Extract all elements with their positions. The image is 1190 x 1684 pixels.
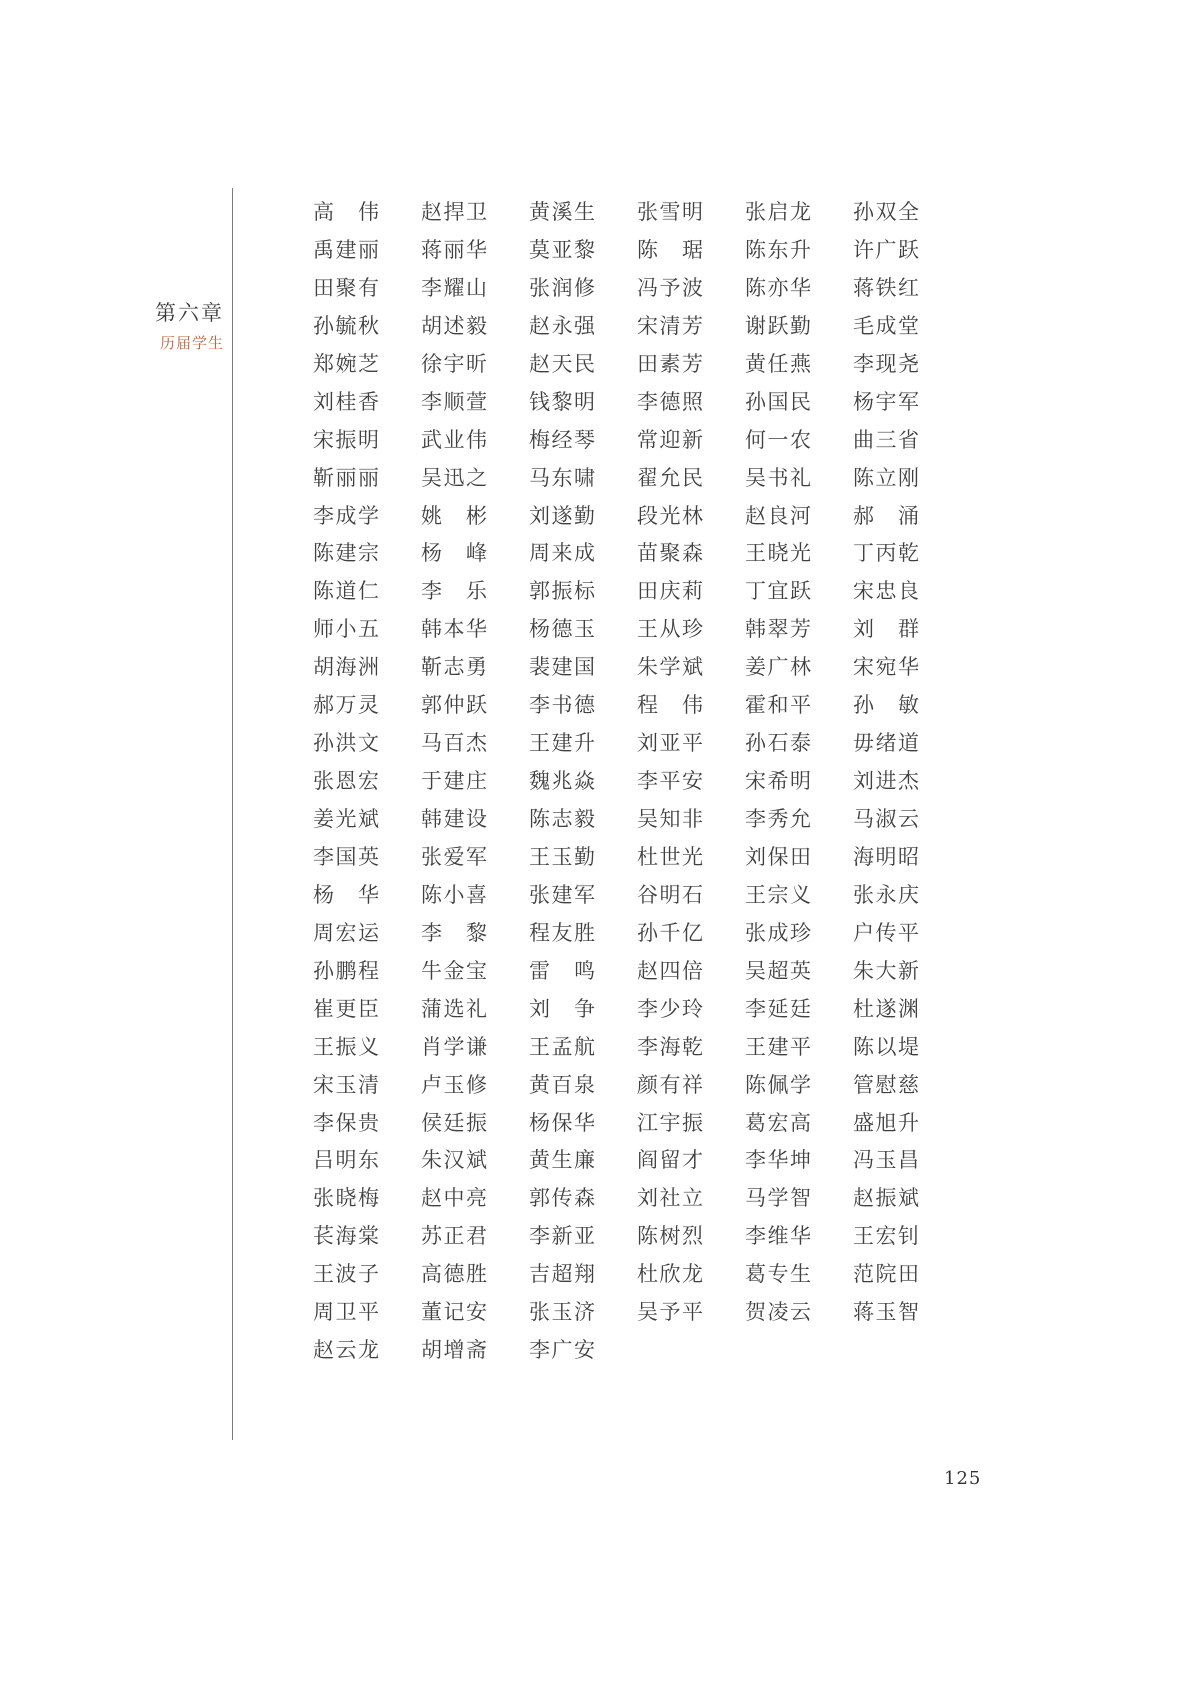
student-name: 周宏运 (313, 920, 381, 945)
student-name: 朱大新 (853, 958, 921, 983)
student-name: 许广跃 (853, 237, 921, 262)
student-name: 吕明东 (313, 1148, 381, 1173)
student-name: 王振义 (313, 1034, 381, 1059)
student-name: 户传平 (853, 920, 921, 945)
section-subtitle: 历届学生 (159, 334, 224, 352)
student-name: 禹建丽 (313, 237, 381, 262)
student-name: 黄任燕 (745, 351, 813, 376)
student-name: 冯予波 (637, 275, 705, 300)
student-name: 宋玉清 (313, 1072, 381, 1097)
student-name: 韩本华 (421, 617, 489, 642)
student-name: 范院田 (853, 1262, 921, 1287)
student-name: 张润修 (529, 275, 597, 300)
student-name: 李平安 (637, 769, 705, 794)
student-name: 赵天民 (529, 351, 597, 376)
student-name: 宋宛华 (853, 655, 921, 680)
student-name: 吴超英 (745, 958, 813, 983)
student-name: 赵捍卫 (421, 200, 489, 224)
student-name (853, 1332, 961, 1370)
student-name: 朱汉斌 (421, 1148, 489, 1173)
student-name: 陈以堤 (853, 1034, 921, 1059)
student-name: 李广安 (529, 1338, 597, 1363)
student-name (637, 1332, 745, 1370)
student-name: 肖学谦 (421, 1034, 489, 1059)
student-name: 王晓光 (745, 541, 813, 566)
student-name: 马东啸 (529, 465, 597, 490)
student-name: 雷 鸣 (529, 958, 597, 983)
page-number: 125 (944, 1468, 982, 1489)
student-name: 孙毓秋 (313, 313, 381, 338)
student-name: 田素芳 (637, 351, 705, 376)
student-name: 李 黎 (421, 920, 489, 945)
student-name: 赵良河 (745, 503, 813, 528)
student-name: 吉超翔 (529, 1262, 597, 1287)
student-name: 杜欣龙 (637, 1262, 705, 1287)
student-name: 马淑云 (853, 807, 921, 831)
student-name: 侯廷振 (421, 1110, 489, 1135)
student-name: 姜光斌 (313, 807, 381, 831)
student-name: 王建升 (529, 731, 597, 756)
student-name: 莫亚黎 (529, 237, 597, 262)
student-name: 裴建国 (529, 655, 597, 680)
student-name: 孙千亿 (637, 920, 705, 945)
student-name: 魏兆焱 (529, 769, 597, 794)
student-name: 黄百泉 (529, 1072, 597, 1097)
student-name: 郭仲跃 (421, 693, 489, 718)
student-name: 张玉济 (529, 1300, 597, 1325)
student-name: 陈东升 (745, 237, 813, 262)
student-name: 姜广林 (745, 655, 813, 680)
student-name: 霍和平 (745, 693, 813, 718)
student-name: 管慰慈 (853, 1072, 921, 1097)
student-name: 靳志勇 (421, 655, 489, 680)
student-name: 张成珍 (745, 920, 813, 945)
student-name: 吴迅之 (421, 465, 489, 490)
student-name: 程友胜 (529, 920, 597, 945)
student-name: 谢跃勤 (745, 313, 813, 338)
student-name: 李延廷 (745, 996, 813, 1021)
student-name: 常迎新 (637, 427, 705, 452)
student-name: 陈树烈 (637, 1224, 705, 1249)
student-name: 蒋丽华 (421, 237, 489, 262)
student-name: 盛旭升 (853, 1110, 921, 1135)
student-name: 刘桂香 (313, 389, 381, 414)
student-name: 吴予平 (637, 1300, 705, 1325)
student-name: 赵振斌 (853, 1186, 921, 1211)
student-name: 葛专生 (745, 1262, 813, 1287)
student-name: 郝万灵 (313, 693, 381, 718)
student-name: 吴知非 (637, 807, 705, 831)
student-name: 杨 华 (313, 882, 381, 907)
student-name: 毋绪道 (853, 731, 921, 756)
student-name: 韩翠芳 (745, 617, 813, 642)
student-name: 周来成 (529, 541, 597, 566)
student-name: 宋清芳 (637, 313, 705, 338)
student-name: 曲三省 (853, 427, 921, 452)
chapter-block (40, 303, 224, 351)
chapter-divider-line (232, 188, 233, 1440)
student-name: 李海乾 (637, 1034, 705, 1059)
student-name: 张爱军 (421, 844, 489, 869)
student-name: 蒲选礼 (421, 996, 489, 1021)
student-name: 宋希明 (745, 769, 813, 794)
student-name: 杜遂渊 (853, 996, 921, 1021)
student-name: 李书德 (529, 693, 597, 718)
student-name: 李维华 (745, 1224, 813, 1249)
student-name: 张建军 (529, 882, 597, 907)
student-name: 王宏钊 (853, 1224, 921, 1249)
student-name: 宋振明 (313, 427, 381, 452)
student-name: 田聚有 (313, 275, 381, 300)
student-name: 王孟航 (529, 1034, 597, 1059)
student-name: 葛宏高 (745, 1110, 813, 1135)
student-name: 钱黎明 (529, 389, 597, 414)
student-name: 田庆莉 (637, 579, 705, 604)
student-name: 孙洪文 (313, 731, 381, 756)
student-name: 张雪明 (637, 200, 705, 224)
student-name: 马学智 (745, 1186, 813, 1211)
student-name: 刘 争 (529, 996, 597, 1021)
student-name: 王宗义 (745, 882, 813, 907)
student-name: 颜有祥 (637, 1072, 705, 1097)
student-name: 徐宇昕 (421, 351, 489, 376)
student-name: 刘遂勤 (529, 503, 597, 528)
student-name: 姚 彬 (421, 503, 489, 528)
student-name: 段光林 (637, 503, 705, 528)
student-name: 赵云龙 (313, 1338, 381, 1363)
student-name: 牛金宝 (421, 958, 489, 983)
student-name: 李秀允 (745, 807, 813, 831)
student-name: 孙国民 (745, 389, 813, 414)
student-name: 李现尧 (853, 351, 921, 376)
student-name: 马百杰 (421, 731, 489, 756)
student-name: 程 伟 (637, 693, 705, 718)
student-name: 贺凌云 (745, 1300, 813, 1325)
student-name: 卢玉修 (421, 1072, 489, 1097)
student-name: 朱学斌 (637, 655, 705, 680)
student-name: 靳丽丽 (313, 465, 381, 490)
student-name: 孙双全 (853, 200, 921, 224)
student-name: 刘进杰 (853, 769, 921, 794)
student-name: 董记安 (421, 1300, 489, 1325)
student-name: 毛成堂 (853, 313, 921, 338)
student-name: 郑婉芝 (313, 351, 381, 376)
student-name: 阎留才 (637, 1148, 705, 1173)
student-name: 李 乐 (421, 579, 489, 604)
student-name: 李华坤 (745, 1148, 813, 1173)
student-name: 李保贵 (313, 1110, 381, 1135)
student-name: 王玉勤 (529, 844, 597, 869)
student-name: 陈佩学 (745, 1072, 813, 1097)
student-name: 韩建设 (421, 807, 489, 831)
student-name: 陈志毅 (529, 807, 597, 831)
student-name: 陈小喜 (421, 882, 489, 907)
student-name: 刘亚平 (637, 731, 705, 756)
student-name: 冯玉昌 (853, 1148, 921, 1173)
student-name: 李成学 (313, 503, 381, 528)
student-name: 陈 琚 (637, 237, 705, 262)
student-name: 于建庄 (421, 769, 489, 794)
student-name: 杜世光 (637, 844, 705, 869)
student-name: 吴书礼 (745, 465, 813, 490)
student-name: 王波子 (313, 1262, 381, 1287)
student-name: 郭振标 (529, 579, 597, 604)
student-name: 杨宇军 (853, 389, 921, 414)
student-name: 张恩宏 (313, 769, 381, 794)
student-name: 胡海洲 (313, 655, 381, 680)
student-name: 郝 涌 (853, 503, 921, 528)
student-name: 李耀山 (421, 275, 489, 300)
student-name: 刘 群 (853, 617, 921, 642)
student-name: 苌海棠 (313, 1224, 381, 1249)
student-name: 张启龙 (745, 200, 813, 224)
student-name: 苗聚森 (637, 541, 705, 566)
student-name: 赵永强 (529, 313, 597, 338)
student-name: 梅经琴 (529, 427, 597, 452)
student-name: 江宇振 (637, 1110, 705, 1135)
student-name: 李国英 (313, 844, 381, 869)
student-name: 陈立刚 (853, 465, 921, 490)
student-name: 胡增斋 (421, 1338, 489, 1363)
student-name: 陈建宗 (313, 541, 381, 566)
student-name: 崔更臣 (313, 996, 381, 1021)
student-name: 苏正君 (421, 1224, 489, 1249)
student-name: 高德胜 (421, 1262, 489, 1287)
student-name: 赵中亮 (421, 1186, 489, 1211)
student-name: 张永庆 (853, 882, 921, 907)
student-name: 赵四倍 (637, 958, 705, 983)
student-name: 王从珍 (637, 617, 705, 642)
student-name: 李新亚 (529, 1224, 597, 1249)
student-name: 杨德玉 (529, 617, 597, 642)
student-name (745, 1332, 853, 1370)
student-name: 谷明石 (637, 882, 705, 907)
student-name: 李德照 (637, 389, 705, 414)
student-name: 孙 敏 (853, 693, 921, 718)
student-name: 孙鹏程 (313, 958, 381, 983)
student-name: 翟允民 (637, 465, 705, 490)
student-name: 周卫平 (313, 1300, 381, 1325)
student-name: 刘社立 (637, 1186, 705, 1211)
chapter-title: 第六章 (155, 301, 224, 325)
student-name: 何一农 (745, 427, 813, 452)
student-name: 蒋玉智 (853, 1300, 921, 1325)
student-name: 宋忠良 (853, 579, 921, 604)
student-name: 黄溪生 (529, 200, 597, 224)
student-name: 胡述毅 (421, 313, 489, 338)
student-name: 黄生廉 (529, 1148, 597, 1173)
student-name: 杨 峰 (421, 541, 489, 566)
student-name: 李顺萱 (421, 389, 489, 414)
student-name: 海明昭 (853, 844, 921, 869)
student-name: 蒋铁红 (853, 275, 921, 300)
student-name: 张晓梅 (313, 1186, 381, 1211)
student-name: 陈道仁 (313, 579, 381, 604)
student-name: 孙石泰 (745, 731, 813, 756)
student-name: 郭传森 (529, 1186, 597, 1211)
student-name: 高 伟 (313, 200, 381, 224)
student-name: 武业伟 (421, 427, 489, 452)
student-name: 李少玲 (637, 996, 705, 1021)
student-name: 师小五 (313, 617, 381, 642)
student-name: 刘保田 (745, 844, 813, 869)
student-name: 杨保华 (529, 1110, 597, 1135)
student-name: 陈亦华 (745, 275, 813, 300)
student-name: 王建平 (745, 1034, 813, 1059)
student-name: 丁丙乾 (853, 541, 921, 566)
student-name: 丁宜跃 (745, 579, 813, 604)
student-name-grid (313, 194, 961, 1370)
